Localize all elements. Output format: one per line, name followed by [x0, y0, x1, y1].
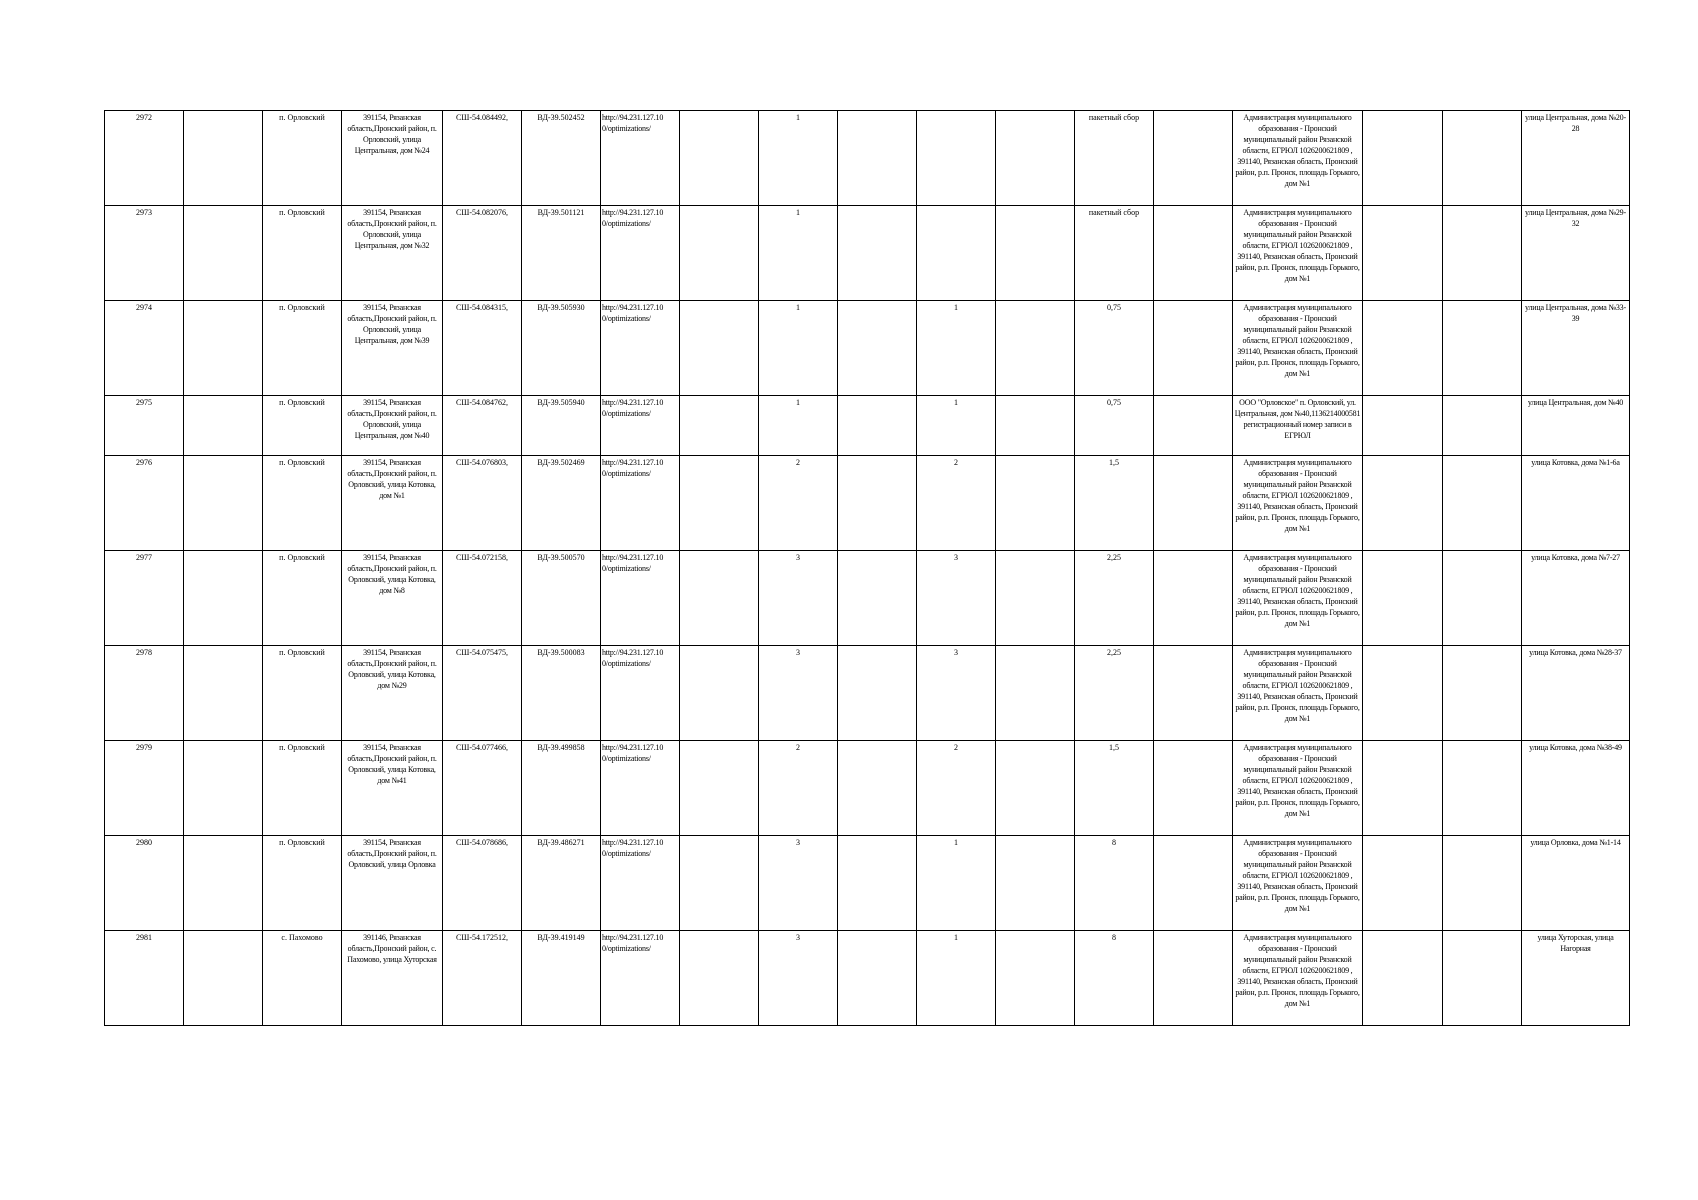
cell-empty — [996, 396, 1075, 456]
cell-volume: 2,25 — [1075, 551, 1154, 646]
cell-container-count-2: 1 — [917, 301, 996, 396]
cell-empty — [838, 456, 917, 551]
cell-empty — [1443, 456, 1522, 551]
cell-latitude: СШ-54.084492, — [443, 111, 522, 206]
cell-container-count-2: 1 — [917, 931, 996, 1026]
cell-container-count-2: 3 — [917, 646, 996, 741]
cell-empty — [1154, 931, 1233, 1026]
cell-container-count: 3 — [759, 931, 838, 1026]
cell-link: http://94.231.127.10 0/optimizations/ — [601, 741, 680, 836]
cell-volume: 2,25 — [1075, 646, 1154, 741]
table-row — [105, 396, 1630, 456]
cell-empty — [184, 646, 263, 741]
cell-empty — [996, 456, 1075, 551]
cell-longitude: ВД-39.486271 — [522, 836, 601, 931]
cell-empty — [1363, 836, 1443, 931]
table-row — [105, 931, 1630, 1026]
table-row — [105, 836, 1630, 931]
cell-empty — [1363, 646, 1443, 741]
cell-record-number: 2974 — [105, 301, 184, 396]
cell-empty — [996, 301, 1075, 396]
cell-empty — [680, 456, 759, 551]
cell-empty — [838, 551, 917, 646]
cell-empty — [1154, 551, 1233, 646]
cell-link: http://94.231.127.10 0/optimizations/ — [601, 396, 680, 456]
cell-link: http://94.231.127.10 0/optimizations/ — [601, 931, 680, 1026]
cell-latitude: СШ-54.077466, — [443, 741, 522, 836]
cell-empty — [1443, 396, 1522, 456]
cell-empty — [680, 551, 759, 646]
cell-container-count-2: 3 — [917, 551, 996, 646]
cell-address: 391154, Рязанская область,Пронский район, п. Орловский, улица Центральная, дом №32 — [342, 206, 443, 301]
table-row — [105, 456, 1630, 551]
cell-container-count: 3 — [759, 551, 838, 646]
cell-empty — [838, 646, 917, 741]
cell-empty — [1154, 301, 1233, 396]
cell-empty — [184, 551, 263, 646]
cell-locality: п. Орловский — [263, 741, 342, 836]
cell-longitude: ВД-39.499858 — [522, 741, 601, 836]
cell-container-count: 2 — [759, 741, 838, 836]
cell-empty — [838, 111, 917, 206]
cell-empty — [184, 741, 263, 836]
cell-owner: Администрация муниципального образования - Пронский муниципальный район Рязанской области, ЕГРЮЛ 1026200621809 , 391140, Рязанская область, Пронский район, р.п. Пронск, площадь Горького, дом №1 — [1233, 646, 1363, 741]
cell-address: 391154, Рязанская область,Пронский район, п. Орловский, улица Орловка — [342, 836, 443, 931]
cell-record-number: 2980 — [105, 836, 184, 931]
cell-empty — [1154, 111, 1233, 206]
cell-longitude: ВД-39.505930 — [522, 301, 601, 396]
cell-empty — [838, 206, 917, 301]
cell-owner: ООО "Орловское" п. Орловский, ул. Центральная, дом №40,1136214000581 регистрационный номер записи в ЕГРЮЛ — [1233, 396, 1363, 456]
cell-container-count-2 — [917, 206, 996, 301]
cell-address: 391154, Рязанская область,Пронский район, п. Орловский, улица Котовка, дом №29 — [342, 646, 443, 741]
cell-empty — [1154, 206, 1233, 301]
cell-empty — [996, 646, 1075, 741]
cell-empty — [1154, 741, 1233, 836]
cell-owner: Администрация муниципального образования - Пронский муниципальный район Рязанской области, ЕГРЮЛ 1026200621809 , 391140, Рязанская область, Пронский район, р.п. Пронск, площадь Горького, дом №1 — [1233, 111, 1363, 206]
cell-longitude: ВД-39.500570 — [522, 551, 601, 646]
cell-container-count-2: 2 — [917, 456, 996, 551]
registry-table — [104, 110, 1630, 1026]
cell-longitude: ВД-39.502469 — [522, 456, 601, 551]
cell-container-count-2: 1 — [917, 396, 996, 456]
cell-empty — [1443, 646, 1522, 741]
cell-locality: с. Пахомово — [263, 931, 342, 1026]
cell-served-addresses: улица Центральная, дома №20-28 — [1522, 111, 1630, 206]
cell-empty — [1154, 396, 1233, 456]
cell-locality: п. Орловский — [263, 456, 342, 551]
cell-owner: Администрация муниципального образования - Пронский муниципальный район Рязанской области, ЕГРЮЛ 1026200621809 , 391140, Рязанская область, Пронский район, р.п. Пронск, площадь Горького, дом №1 — [1233, 206, 1363, 301]
cell-empty — [1363, 396, 1443, 456]
cell-latitude: СШ-54.172512, — [443, 931, 522, 1026]
cell-empty — [996, 741, 1075, 836]
cell-empty — [680, 741, 759, 836]
cell-empty — [838, 741, 917, 836]
cell-container-count: 1 — [759, 396, 838, 456]
cell-empty — [184, 111, 263, 206]
cell-latitude: СШ-54.084315, — [443, 301, 522, 396]
table-row — [105, 741, 1630, 836]
cell-latitude: СШ-54.075475, — [443, 646, 522, 741]
cell-latitude: СШ-54.072158, — [443, 551, 522, 646]
cell-empty — [1363, 111, 1443, 206]
cell-owner: Администрация муниципального образования - Пронский муниципальный район Рязанской области, ЕГРЮЛ 1026200621809 , 391140, Рязанская область, Пронский район, р.п. Пронск, площадь Горького, дом №1 — [1233, 551, 1363, 646]
cell-volume: 8 — [1075, 931, 1154, 1026]
cell-empty — [680, 206, 759, 301]
cell-volume: пакетный сбор — [1075, 206, 1154, 301]
cell-empty — [1363, 301, 1443, 396]
cell-record-number: 2976 — [105, 456, 184, 551]
cell-empty — [1443, 741, 1522, 836]
cell-owner: Администрация муниципального образования - Пронский муниципальный район Рязанской области, ЕГРЮЛ 1026200621809 , 391140, Рязанская область, Пронский район, р.п. Пронск, площадь Горького, дом №1 — [1233, 741, 1363, 836]
cell-empty — [680, 646, 759, 741]
cell-longitude: ВД-39.502452 — [522, 111, 601, 206]
cell-longitude: ВД-39.501121 — [522, 206, 601, 301]
cell-empty — [996, 551, 1075, 646]
cell-longitude: ВД-39.419149 — [522, 931, 601, 1026]
cell-empty — [184, 301, 263, 396]
cell-container-count-2: 2 — [917, 741, 996, 836]
cell-locality: п. Орловский — [263, 111, 342, 206]
cell-address: 391154, Рязанская область,Пронский район, п. Орловский, улица Котовка, дом №41 — [342, 741, 443, 836]
cell-volume: 0,75 — [1075, 396, 1154, 456]
cell-empty — [1443, 206, 1522, 301]
cell-empty — [184, 396, 263, 456]
table-row — [105, 646, 1630, 741]
cell-latitude: СШ-54.078686, — [443, 836, 522, 931]
cell-locality: п. Орловский — [263, 206, 342, 301]
cell-longitude: ВД-39.505940 — [522, 396, 601, 456]
cell-empty — [838, 931, 917, 1026]
cell-record-number: 2977 — [105, 551, 184, 646]
cell-empty — [184, 456, 263, 551]
cell-empty — [1443, 836, 1522, 931]
cell-empty — [184, 836, 263, 931]
cell-empty — [1154, 646, 1233, 741]
cell-record-number: 2972 — [105, 111, 184, 206]
cell-address: 391154, Рязанская область,Пронский район, п. Орловский, улица Центральная, дом №39 — [342, 301, 443, 396]
cell-locality: п. Орловский — [263, 551, 342, 646]
cell-locality: п. Орловский — [263, 301, 342, 396]
cell-served-addresses: улица Центральная, дома №33-39 — [1522, 301, 1630, 396]
cell-container-count: 1 — [759, 111, 838, 206]
cell-empty — [1443, 931, 1522, 1026]
cell-volume: 8 — [1075, 836, 1154, 931]
cell-owner: Администрация муниципального образования - Пронский муниципальный район Рязанской области, ЕГРЮЛ 1026200621809 , 391140, Рязанская область, Пронский район, р.п. Пронск, площадь Горького, дом №1 — [1233, 456, 1363, 551]
cell-empty — [184, 931, 263, 1026]
cell-address: 391154, Рязанская область,Пронский район, п. Орловский, улица Центральная, дом №24 — [342, 111, 443, 206]
cell-empty — [996, 931, 1075, 1026]
table-row — [105, 301, 1630, 396]
cell-container-count-2: 1 — [917, 836, 996, 931]
table-row — [105, 551, 1630, 646]
cell-empty — [1363, 551, 1443, 646]
cell-empty — [1443, 111, 1522, 206]
cell-served-addresses: улица Котовка, дома №38-49 — [1522, 741, 1630, 836]
cell-empty — [838, 301, 917, 396]
cell-link: http://94.231.127.10 0/optimizations/ — [601, 301, 680, 396]
cell-volume: 1,5 — [1075, 456, 1154, 551]
cell-served-addresses: улица Котовка, дома №7-27 — [1522, 551, 1630, 646]
cell-owner: Администрация муниципального образования - Пронский муниципальный район Рязанской области, ЕГРЮЛ 1026200621809 , 391140, Рязанская область, Пронский район, р.п. Пронск, площадь Горького, дом №1 — [1233, 301, 1363, 396]
cell-latitude: СШ-54.076803, — [443, 456, 522, 551]
cell-link: http://94.231.127.10 0/optimizations/ — [601, 456, 680, 551]
cell-record-number: 2979 — [105, 741, 184, 836]
table-row — [105, 206, 1630, 301]
cell-link: http://94.231.127.10 0/optimizations/ — [601, 111, 680, 206]
cell-address: 391146, Рязанская область,Пронский район, с. Пахомово, улица Хуторская — [342, 931, 443, 1026]
cell-container-count: 1 — [759, 206, 838, 301]
cell-record-number: 2981 — [105, 931, 184, 1026]
cell-empty — [1443, 301, 1522, 396]
cell-empty — [1443, 551, 1522, 646]
cell-record-number: 2978 — [105, 646, 184, 741]
cell-container-count: 3 — [759, 836, 838, 931]
cell-served-addresses: улица Орловка, дома №1-14 — [1522, 836, 1630, 931]
cell-record-number: 2973 — [105, 206, 184, 301]
cell-empty — [996, 836, 1075, 931]
cell-served-addresses: улица Котовка, дома №1-6а — [1522, 456, 1630, 551]
cell-empty — [680, 396, 759, 456]
cell-owner: Администрация муниципального образования - Пронский муниципальный район Рязанской области, ЕГРЮЛ 1026200621809 , 391140, Рязанская область, Пронский район, р.п. Пронск, площадь Горького, дом №1 — [1233, 836, 1363, 931]
cell-empty — [996, 111, 1075, 206]
cell-empty — [680, 301, 759, 396]
cell-empty — [1363, 456, 1443, 551]
cell-served-addresses: улица Центральная, дома №29-32 — [1522, 206, 1630, 301]
cell-address: 391154, Рязанская область,Пронский район, п. Орловский, улица Центральная, дом №40 — [342, 396, 443, 456]
cell-longitude: ВД-39.500083 — [522, 646, 601, 741]
cell-served-addresses: улица Котовка, дома №28-37 — [1522, 646, 1630, 741]
cell-empty — [1154, 836, 1233, 931]
cell-latitude: СШ-54.084762, — [443, 396, 522, 456]
cell-volume: пакетный сбор — [1075, 111, 1154, 206]
cell-container-count-2 — [917, 111, 996, 206]
cell-empty — [1363, 931, 1443, 1026]
cell-empty — [838, 396, 917, 456]
cell-container-count: 1 — [759, 301, 838, 396]
cell-latitude: СШ-54.082076, — [443, 206, 522, 301]
cell-link: http://94.231.127.10 0/optimizations/ — [601, 206, 680, 301]
table-row — [105, 111, 1630, 206]
cell-locality: п. Орловский — [263, 646, 342, 741]
cell-address: 391154, Рязанская область,Пронский район, п. Орловский, улица Котовка, дом №8 — [342, 551, 443, 646]
cell-container-count: 2 — [759, 456, 838, 551]
cell-served-addresses: улица Хуторская, улица Нагорная — [1522, 931, 1630, 1026]
cell-volume: 1,5 — [1075, 741, 1154, 836]
cell-link: http://94.231.127.10 0/optimizations/ — [601, 836, 680, 931]
cell-owner: Администрация муниципального образования - Пронский муниципальный район Рязанской области, ЕГРЮЛ 1026200621809 , 391140, Рязанская область, Пронский район, р.п. Пронск, площадь Горького, дом №1 — [1233, 931, 1363, 1026]
cell-link: http://94.231.127.10 0/optimizations/ — [601, 646, 680, 741]
cell-empty — [1363, 741, 1443, 836]
cell-empty — [1154, 456, 1233, 551]
cell-empty — [680, 111, 759, 206]
cell-empty — [838, 836, 917, 931]
cell-served-addresses: улица Центральная, дом №40 — [1522, 396, 1630, 456]
cell-empty — [184, 206, 263, 301]
cell-locality: п. Орловский — [263, 836, 342, 931]
table-body — [105, 111, 1630, 1026]
cell-empty — [996, 206, 1075, 301]
cell-container-count: 3 — [759, 646, 838, 741]
cell-empty — [680, 931, 759, 1026]
cell-link: http://94.231.127.10 0/optimizations/ — [601, 551, 680, 646]
cell-empty — [680, 836, 759, 931]
cell-empty — [1363, 206, 1443, 301]
cell-volume: 0,75 — [1075, 301, 1154, 396]
cell-address: 391154, Рязанская область,Пронский район, п. Орловский, улица Котовка, дом №1 — [342, 456, 443, 551]
cell-locality: п. Орловский — [263, 396, 342, 456]
cell-record-number: 2975 — [105, 396, 184, 456]
